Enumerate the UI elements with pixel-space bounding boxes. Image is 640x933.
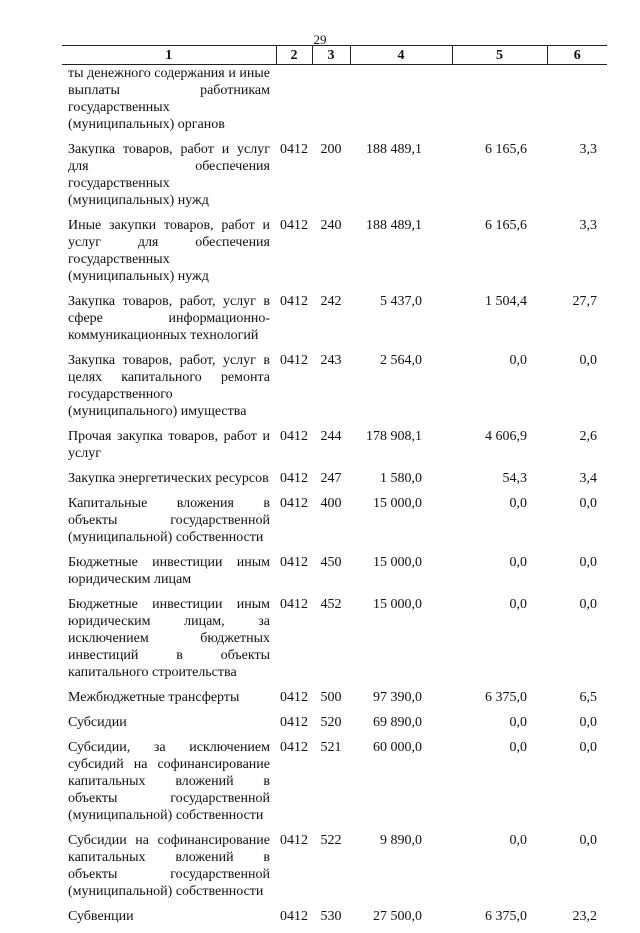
row-expense-code: 242 <box>312 293 350 352</box>
row-percent-value: 3,4 <box>547 470 607 495</box>
row-name: Бюджетные инвестиции иным юридическим лицам, за исключением бюджетных инвестиций в объекты капитального строительства <box>62 596 276 689</box>
table-row <box>62 739 607 832</box>
row-expense-code: 530 <box>312 908 350 933</box>
row-name: Бюджетные инвестиции иным юридическим лицам <box>62 554 276 596</box>
row-expense-code: 522 <box>312 832 350 908</box>
row-percent-value: 2,6 <box>547 428 607 470</box>
row-percent-value: 27,7 <box>547 293 607 352</box>
row-plan-value: 60 000,0 <box>350 739 452 832</box>
row-plan-value: 2 564,0 <box>350 352 452 428</box>
row-name: Закупка товаров, работ и услуг для обеспечения государственных (муниципальных) нужд <box>62 141 276 217</box>
row-percent-value: 0,0 <box>547 832 607 908</box>
row-plan-value <box>350 65 452 142</box>
row-section-code <box>276 65 312 142</box>
header-col-2: 2 <box>276 46 312 65</box>
row-actual-value: 0,0 <box>452 714 547 739</box>
row-expense-code: 400 <box>312 495 350 554</box>
row-actual-value: 0,0 <box>452 352 547 428</box>
row-expense-code: 240 <box>312 217 350 293</box>
row-plan-value: 5 437,0 <box>350 293 452 352</box>
header-row <box>62 46 607 65</box>
table-row <box>62 689 607 714</box>
row-name: Закупка товаров, работ, услуг в сфере информационно-коммуникационных технологий <box>62 293 276 352</box>
row-plan-value: 97 390,0 <box>350 689 452 714</box>
row-expense-code: 500 <box>312 689 350 714</box>
row-expense-code: 244 <box>312 428 350 470</box>
table-row <box>62 428 607 470</box>
row-section-code: 0412 <box>276 217 312 293</box>
header-col-5: 5 <box>452 46 547 65</box>
row-name: Прочая закупка товаров, работ и услуг <box>62 428 276 470</box>
table-body <box>62 65 607 933</box>
row-name: Закупка энергетических ресурсов <box>62 470 276 495</box>
row-plan-value: 15 000,0 <box>350 596 452 689</box>
row-section-code: 0412 <box>276 714 312 739</box>
row-section-code: 0412 <box>276 141 312 217</box>
row-expense-code: 521 <box>312 739 350 832</box>
row-percent-value: 6,5 <box>547 689 607 714</box>
row-plan-value: 27 500,0 <box>350 908 452 933</box>
row-actual-value: 6 165,6 <box>452 141 547 217</box>
row-percent-value: 3,3 <box>547 141 607 217</box>
header-col-1: 1 <box>62 46 276 65</box>
row-percent-value: 0,0 <box>547 596 607 689</box>
row-percent-value: 0,0 <box>547 739 607 832</box>
row-plan-value: 9 890,0 <box>350 832 452 908</box>
row-actual-value: 4 606,9 <box>452 428 547 470</box>
row-name: Субсидии <box>62 714 276 739</box>
row-percent-value: 0,0 <box>547 495 607 554</box>
row-expense-code: 247 <box>312 470 350 495</box>
table-row <box>62 293 607 352</box>
row-section-code: 0412 <box>276 689 312 714</box>
row-actual-value: 1 504,4 <box>452 293 547 352</box>
row-section-code: 0412 <box>276 470 312 495</box>
row-plan-value: 15 000,0 <box>350 554 452 596</box>
row-plan-value: 69 890,0 <box>350 714 452 739</box>
row-percent-value: 3,3 <box>547 217 607 293</box>
row-actual-value: 0,0 <box>452 596 547 689</box>
row-plan-value: 188 489,1 <box>350 217 452 293</box>
table-row <box>62 832 607 908</box>
row-percent-value: 0,0 <box>547 714 607 739</box>
row-actual-value: 6 375,0 <box>452 689 547 714</box>
budget-table <box>62 45 607 933</box>
row-section-code: 0412 <box>276 352 312 428</box>
row-actual-value <box>452 65 547 142</box>
row-percent-value <box>547 65 607 142</box>
row-section-code: 0412 <box>276 739 312 832</box>
row-section-code: 0412 <box>276 832 312 908</box>
row-actual-value: 0,0 <box>452 832 547 908</box>
row-section-code: 0412 <box>276 554 312 596</box>
row-actual-value: 6 165,6 <box>452 217 547 293</box>
table-row <box>62 714 607 739</box>
row-name: Межбюджетные трансферты <box>62 689 276 714</box>
table-row <box>62 908 607 933</box>
row-expense-code: 452 <box>312 596 350 689</box>
row-expense-code: 520 <box>312 714 350 739</box>
row-expense-code <box>312 65 350 142</box>
row-name: Субсидии, за исключением субсидий на софинансирование капитальных вложений в объекты государственной (муниципальной) собственности <box>62 739 276 832</box>
row-plan-value: 15 000,0 <box>350 495 452 554</box>
row-name: Субвенции <box>62 908 276 933</box>
row-actual-value: 6 375,0 <box>452 908 547 933</box>
table-row <box>62 470 607 495</box>
table-row <box>62 217 607 293</box>
row-section-code: 0412 <box>276 293 312 352</box>
header-col-4: 4 <box>350 46 452 65</box>
row-section-code: 0412 <box>276 428 312 470</box>
row-name: Иные закупки товаров, работ и услуг для обеспечения государственных (муниципальных) нужд <box>62 217 276 293</box>
row-plan-value: 178 908,1 <box>350 428 452 470</box>
table-header <box>62 46 607 65</box>
row-expense-code: 200 <box>312 141 350 217</box>
table-row <box>62 554 607 596</box>
row-actual-value: 54,3 <box>452 470 547 495</box>
row-actual-value: 0,0 <box>452 495 547 554</box>
row-actual-value: 0,0 <box>452 554 547 596</box>
row-actual-value: 0,0 <box>452 739 547 832</box>
header-col-6: 6 <box>547 46 607 65</box>
row-percent-value: 0,0 <box>547 554 607 596</box>
row-percent-value: 0,0 <box>547 352 607 428</box>
header-col-3: 3 <box>312 46 350 65</box>
row-expense-code: 450 <box>312 554 350 596</box>
row-name: Капитальные вложения в объекты государственной (муниципальной) собственности <box>62 495 276 554</box>
table-row <box>62 495 607 554</box>
table-row <box>62 141 607 217</box>
table-row <box>62 352 607 428</box>
row-name: Закупка товаров, работ, услуг в целях капитального ремонта государственного (муниципального) имущества <box>62 352 276 428</box>
row-section-code: 0412 <box>276 908 312 933</box>
row-plan-value: 1 580,0 <box>350 470 452 495</box>
row-section-code: 0412 <box>276 495 312 554</box>
row-name: ты денежного содержания и иные выплаты работникам государственных (муниципальных) органов <box>62 65 276 142</box>
row-percent-value: 23,2 <box>547 908 607 933</box>
row-name: Субсидии на софинансирование капитальных вложений в объекты государственной (муниципальной) собственности <box>62 832 276 908</box>
page-number: 29 <box>0 32 640 48</box>
row-section-code: 0412 <box>276 596 312 689</box>
row-expense-code: 243 <box>312 352 350 428</box>
table-row <box>62 65 607 142</box>
row-plan-value: 188 489,1 <box>350 141 452 217</box>
table-row <box>62 596 607 689</box>
